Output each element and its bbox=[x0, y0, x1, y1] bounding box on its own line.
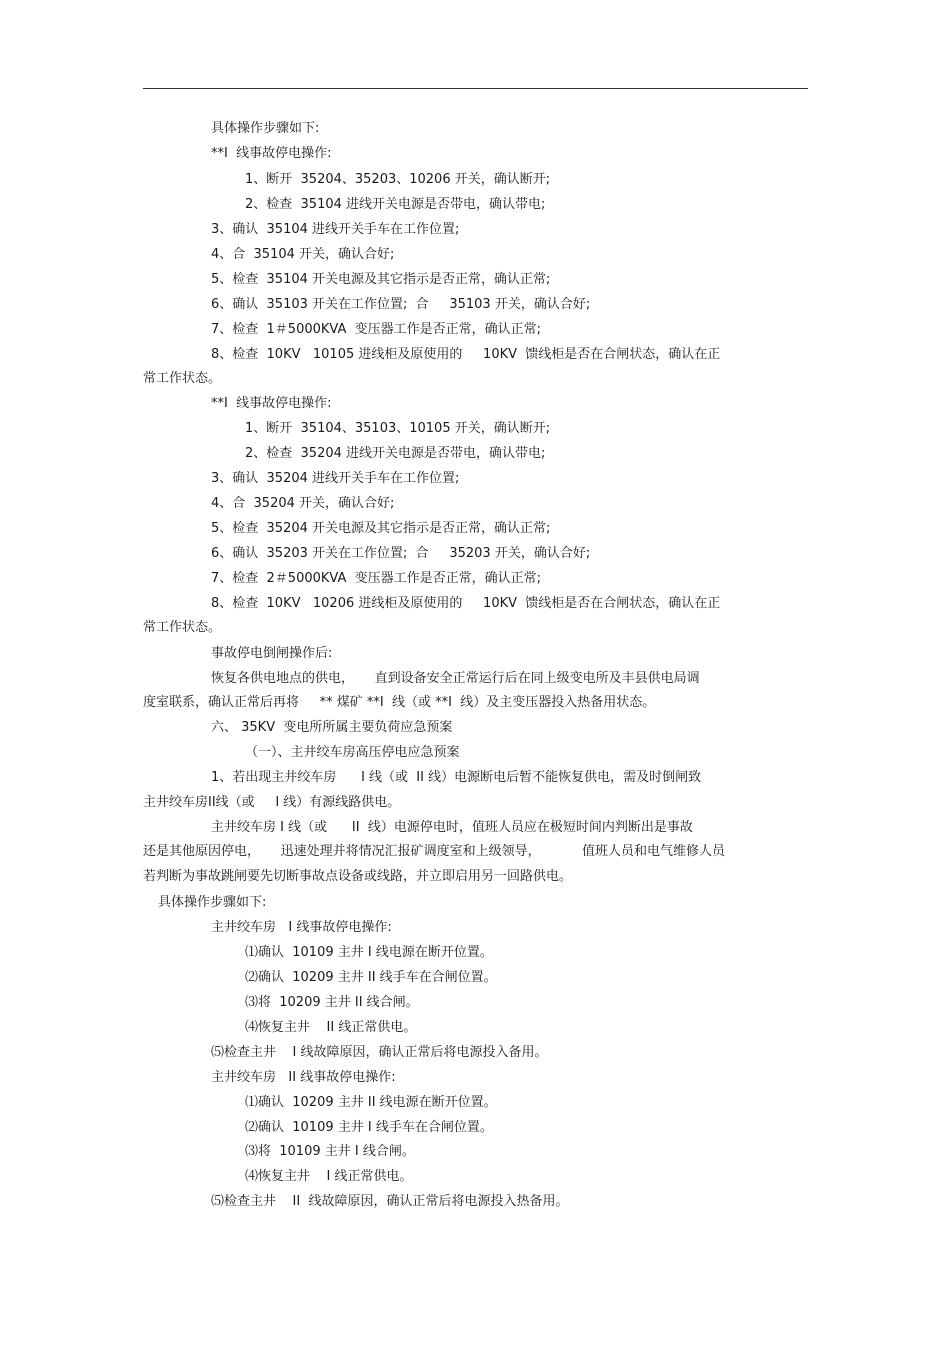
text-line: ⑸检查主井 I 线故障原因，确认正常后将电源投入备用。 bbox=[211, 1045, 548, 1060]
text-line: 恢复各供电地点的供电， 直到设备安全正常运行后在同上级变电所及丰县供电局调 bbox=[211, 671, 700, 686]
text-line: ⑶将 10109 主井 I 线合闸。 bbox=[245, 1144, 415, 1159]
text-line: ⑸检查主井 II 线故障原因，确认正常后将电源投入热备用。 bbox=[211, 1194, 569, 1209]
text-line: ⑷恢复主井 I 线正常供电。 bbox=[245, 1169, 413, 1184]
text-line: 主井绞车房 I 线（或 II 线）电源停电时，值班人员应在极短时间内判断出是事故 bbox=[211, 820, 693, 835]
text-line: 1、断开 35104、35103、10105 开关，确认断开; bbox=[245, 421, 551, 436]
text-line: 3、确认 35204 进线开关手车在工作位置; bbox=[211, 471, 460, 486]
text-line: 六、 35KV 变电所所属主要负荷应急预案 bbox=[211, 720, 453, 735]
text-line: 主井绞车房 I 线事故停电操作: bbox=[211, 920, 392, 935]
text-line: 具体操作步骤如下: bbox=[211, 121, 320, 136]
text-line: 常工作状态。 bbox=[143, 620, 222, 635]
text-line: 度室联系，确认正常后再将 ** 煤矿 **I 线（或 **I 线）及主变压器投入热备用状态。 bbox=[143, 695, 656, 710]
text-line: 4、合 35104 开关，确认合好; bbox=[211, 247, 395, 262]
text-line: ⑴确认 10209 主井 II 线电源在断开位置。 bbox=[245, 1095, 497, 1110]
text-line: ⑵确认 10209 主井 II 线手车在合闸位置。 bbox=[245, 970, 497, 985]
text-line: 5、检查 35204 开关电源及其它指示是否正常，确认正常; bbox=[211, 521, 551, 536]
text-line: ⑷恢复主井 II 线正常供电。 bbox=[245, 1020, 417, 1035]
text-line: 1、若出现主井绞车房 I 线（或 II 线）电源断电后暂不能恢复供电，需及时倒闸致 bbox=[211, 770, 702, 785]
text-line: 主井绞车房II线（或 I 线）有源线路供电。 bbox=[143, 795, 401, 810]
text-line: 1、断开 35204、35203、10206 开关，确认断开; bbox=[245, 172, 551, 187]
text-line: 8、检查 10KV 10206 进线柜及原使用的 10KV 馈线柜是否在合闸状态，确认在正 bbox=[211, 596, 721, 611]
text-line: 若判断为事故跳闸要先切断事故点设备或线路，并立即启用另一回路供电。 bbox=[143, 869, 573, 884]
text-line: ⑵确认 10109 主井 I 线手车在合闸位置。 bbox=[245, 1120, 493, 1135]
text-line: ⑴确认 10109 主井 I 线电源在断开位置。 bbox=[245, 945, 493, 960]
text-line: （一）、主井绞车房高压停电应急预案 bbox=[245, 745, 460, 760]
text-line: **I 线事故停电操作: bbox=[211, 146, 332, 161]
text-line: 2、检查 35104 进线开关电源是否带电，确认带电; bbox=[245, 197, 546, 212]
text-line: 6、确认 35203 开关在工作位置; 合 35203 开关，确认合好; bbox=[211, 546, 591, 561]
text-line: 7、检查 2＃5000KVA 变压器工作是否正常，确认正常; bbox=[211, 571, 542, 586]
header-rule bbox=[143, 88, 808, 89]
text-line: 事故停电倒闸操作后: bbox=[211, 646, 333, 661]
text-line: 8、检查 10KV 10105 进线柜及原使用的 10KV 馈线柜是否在合闸状态，确认在正 bbox=[211, 347, 721, 362]
text-line: 主井绞车房 II 线事故停电操作: bbox=[211, 1070, 396, 1085]
text-line: ⑶将 10209 主井 II 线合闸。 bbox=[245, 995, 419, 1010]
text-line: 3、确认 35104 进线开关手车在工作位置; bbox=[211, 222, 460, 237]
text-line: 还是其他原因停电， 迅速处理并将情况汇报矿调度室和上级领导， 值班人员和电气维修人员 bbox=[143, 844, 725, 859]
text-line: 7、检查 1＃5000KVA 变压器工作是否正常，确认正常; bbox=[211, 322, 542, 337]
text-line: 4、合 35204 开关，确认合好; bbox=[211, 496, 395, 511]
text-line: 2、检查 35204 进线开关电源是否带电，确认带电; bbox=[245, 446, 546, 461]
text-line: 具体操作步骤如下: bbox=[158, 895, 267, 910]
text-line: **I 线事故停电操作: bbox=[211, 396, 332, 411]
text-line: 5、检查 35104 开关电源及其它指示是否正常，确认正常; bbox=[211, 272, 551, 287]
text-line: 常工作状态。 bbox=[143, 371, 222, 386]
text-line: 6、确认 35103 开关在工作位置; 合 35103 开关，确认合好; bbox=[211, 297, 591, 312]
